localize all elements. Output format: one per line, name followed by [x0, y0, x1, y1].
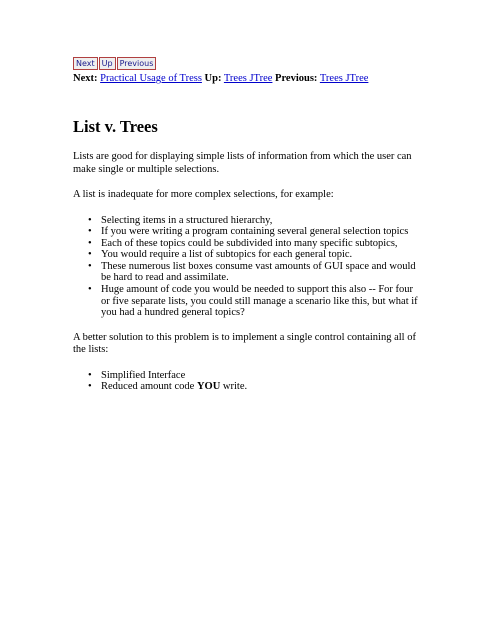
benefits-list — [73, 370, 423, 393]
up-link[interactable]: Trees JTree — [223, 73, 273, 84]
next-link[interactable]: Practical Usage of Tress — [100, 73, 202, 84]
list-item: • You would require a list of subtopics for each general topic. — [101, 249, 423, 261]
inadequate-paragraph: A list is inadequate for more complex selections, for example: — [73, 189, 334, 200]
nav-button-bar — [73, 57, 423, 71]
list-item: • These numerous list boxes consume vast amounts of GUI space and would be hard to read and assimilate. — [101, 261, 423, 284]
document-page — [73, 57, 423, 406]
previous-link[interactable]: Trees JTree — [319, 73, 369, 84]
item-text: Reduced amount code — [101, 381, 197, 393]
item-text-end: write. — [220, 381, 248, 393]
list-item: • Selecting items in a structured hierarchy, — [101, 215, 423, 227]
next-label: Next: — [73, 73, 98, 84]
up-label: Up: — [204, 73, 222, 84]
solution-paragraph: A better solution to this problem is to implement a single control containing all of the lists: — [73, 331, 416, 356]
previous-label: Previous: — [275, 73, 318, 84]
list-item: • Each of these topics could be subdivided into many specific subtopics, — [101, 238, 423, 250]
list-item: • Simplified Interface — [101, 370, 423, 382]
list-item — [101, 381, 423, 393]
intro-paragraph: Lists are good for displaying simple lists of information from which the user can make single or multiple selections. — [73, 151, 412, 175]
inadequacy-list — [73, 215, 423, 319]
page-title: List v. Trees — [73, 117, 158, 136]
next-button[interactable]: Next — [73, 57, 98, 70]
list-item: • If you were writing a program containing several general selection topics — [101, 226, 423, 238]
list-item: • Huge amount of code you would be needed to support this also -- For four or five separate lists, you could still manage a scenario like this, but what if you had a hundred general topics? — [101, 284, 423, 319]
nav-links-line — [73, 72, 423, 85]
emphasis-text: YOU — [196, 381, 221, 393]
up-button[interactable]: Up — [99, 57, 116, 70]
previous-button[interactable]: Previous — [117, 57, 157, 70]
